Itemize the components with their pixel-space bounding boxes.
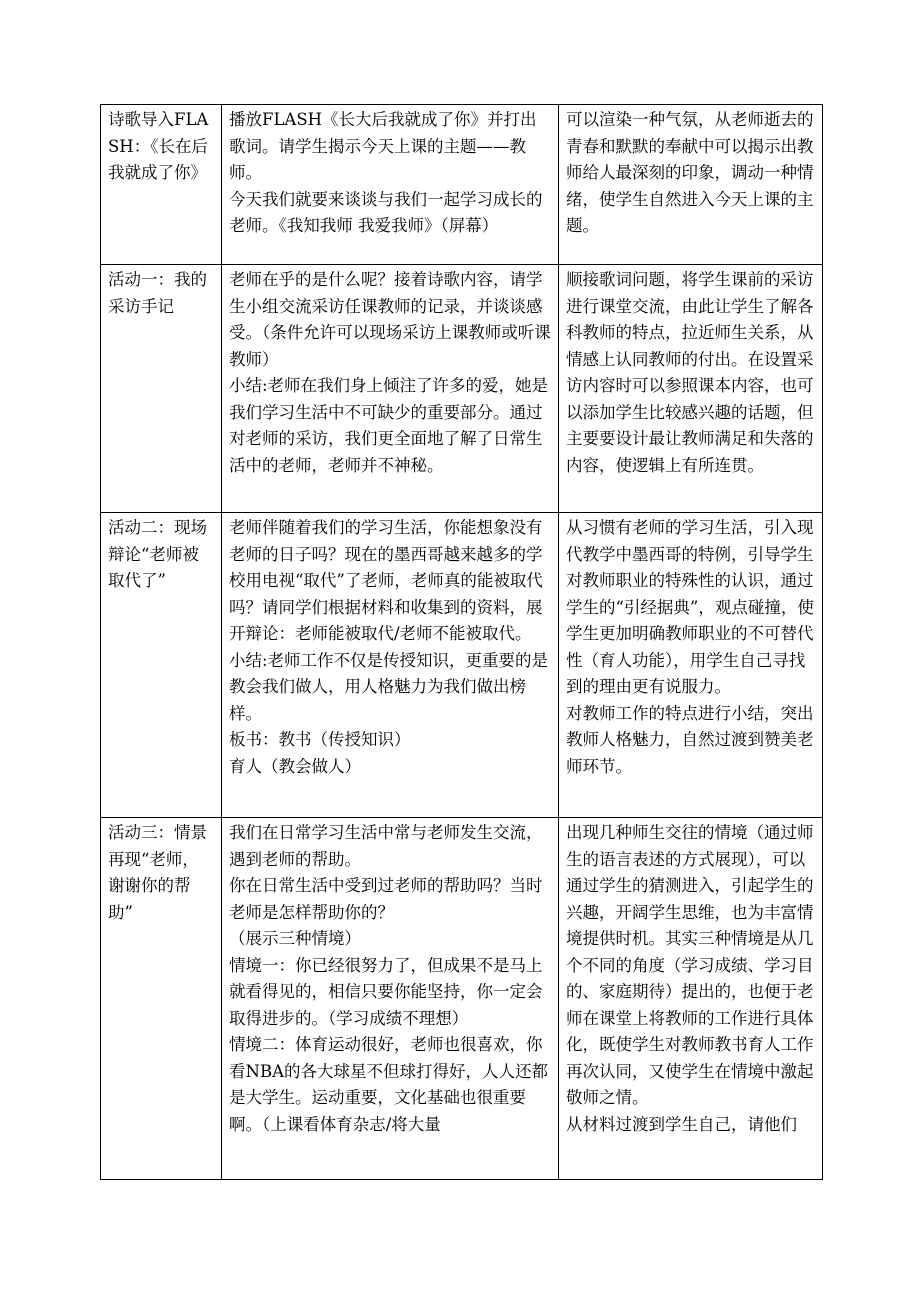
paragraph: 可以渲染一种气氛，从老师逝去的青春和默默的奉献中可以揭示出教师给人最深刻的印象，调动一种情绪，使学生自然进入今天上课的主题。 <box>566 110 814 235</box>
activity-cell: 活动二：现场辩论“老师被取代了” <box>101 513 222 818</box>
paragraph: 出现几种师生交往的情境（通过师生的语言表述的方式展现），可以通过学生的猜测进入，引起学生的兴趣，开阔学生思维，也为丰富情境提供时机。其实三种情境是从几个不同的角度（学习成绩、学习目的、家庭期待）提出的，也便于老师在课堂上将教师的工作进行具体化，既使学生对教师教书育人工作再次认同，又使学生在情境中激起敬师之情。 <box>566 823 814 1107</box>
activity-cell: 活动三：情景再现“老师，谢谢你的帮助” <box>101 818 222 1180</box>
intent-cell <box>559 265 823 513</box>
paragraph: 情境二：体育运动很好，老师也很喜欢，你看NBA的各大球星不但球打得好，人人还都是大学生。运动重要，文化基础也很重要啊。（上课看体育杂志/将大量 <box>229 1035 548 1134</box>
paragraph: 育人（教会做人） <box>229 756 361 776</box>
paragraph: 顺接歌词问题，将学生课前的采访进行课堂交流，由此让学生了解各科教师的特点，拉近师生关系，从情感上认同教师的付出。在设置采访内容时可以参照课本内容，也可以添加学生比较感兴趣的话题，但主要要设计最让教师满足和失落的内容，使逻辑上有所连贯。 <box>566 270 814 475</box>
paragraph: 你在日常生活中受到过老师的帮助吗？当时老师是怎样帮助你的？ <box>229 876 543 922</box>
process-cell <box>222 105 559 265</box>
paragraph: 对教师工作的特点进行小结，突出教师人格魅力，自然过渡到赞美老师环节。 <box>566 703 814 776</box>
paragraph: 老师在乎的是什么呢？接着诗歌内容，请学生小组交流采访任课教师的记录，并谈谈感受。（条件允许可以现场采访上课教师或听课教师） <box>229 270 551 369</box>
table-row <box>101 513 823 818</box>
paragraph: 小结:老师工作不仅是传授知识，更重要的是教会我们做人，用人格魅力为我们做出榜样。 <box>229 650 549 723</box>
process-cell <box>222 513 559 818</box>
intent-cell <box>559 105 823 265</box>
paragraph: 从材料过渡到学生自己，请他们 <box>566 1114 797 1134</box>
process-cell <box>222 265 559 513</box>
table-row <box>101 265 823 513</box>
paragraph: 板书：教书（传授知识） <box>229 730 411 749</box>
paragraph: 老师伴随着我们的学习生活，你能想象没有老师的日子吗？现在的墨西哥越来越多的学校用电视“取代”了老师，老师真的能被取代吗？请同学们根据材料和收集到的资料，展开辩论：老师能被取代/老师不能被取代。 <box>229 518 543 643</box>
process-cell <box>222 818 559 1180</box>
paragraph: 我们在日常学习生活中常与老师发生交流，遇到老师的帮助。 <box>229 823 543 869</box>
paragraph: 从习惯有老师的学习生活，引入现代教学中墨西哥的特例，引导学生对教师职业的特殊性的认识，通过学生的“引经据典”，观点碰撞，使学生更加明确教师职业的不可替代性（育人功能），用学生自己寻找到的理由更有说服力。 <box>566 518 814 696</box>
paragraph: 今天我们就要来谈谈与我们一起学习成长的老师。《我知我师 我爱我师》（屏幕） <box>229 189 543 235</box>
intent-cell <box>559 818 823 1180</box>
lesson-plan-table <box>100 104 823 1180</box>
intent-cell <box>559 513 823 818</box>
table-row <box>101 818 823 1180</box>
activity-cell: 活动一：我的采访手记 <box>101 265 222 513</box>
activity-cell: 诗歌导入FLASH：《长在后我就成了你》 <box>101 105 222 265</box>
paragraph: 小结:老师在我们身上倾注了许多的爱，她是我们学习生活中不可缺少的重要部分。通过对老师的采访，我们更全面地了解了日常生活中的老师，老师并不神秘。 <box>229 376 549 475</box>
paragraph: 情境一：你已经很努力了，但成果不是马上就看得见的，相信只要你能坚持，你一定会取得进步的。（学习成绩不理想） <box>229 955 543 1028</box>
paragraph: （展示三种情境） <box>229 929 361 948</box>
paragraph: 播放FLASH《长大后我就成了你》并打出歌词。请学生揭示今天上课的主题——教师。 <box>229 110 537 182</box>
table-row <box>101 105 823 265</box>
